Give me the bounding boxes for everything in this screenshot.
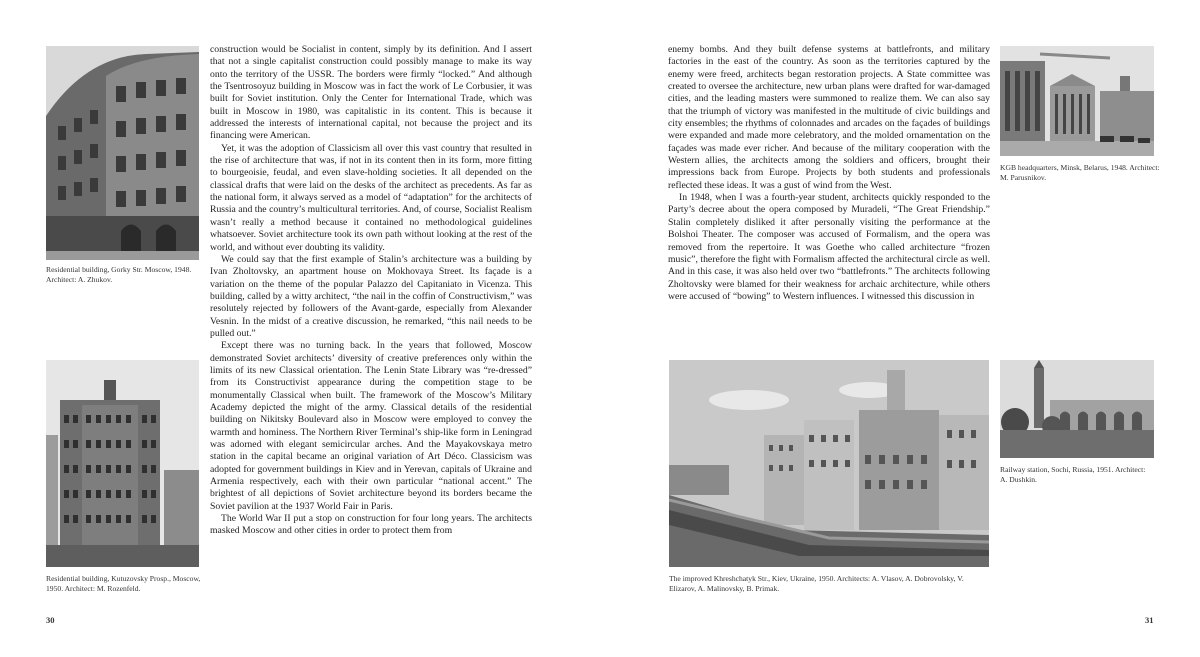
photo-kutuzovsky-building: [46, 360, 199, 567]
paragraph: enemy bombs. And they built defense systems at battlefronts, and military factories in the east of the country. As soon as the territories captured by the enemy were freed, architects began restoration projects. A State committee was created to oversee the architecture, new urban plans were drafted for war-damaged cities, and the leading masters were summoned to realize them. We can also say that the triumph of victory was manifested in the multitude of civic buildings and city ensembles; the rhythms of colonnades and arcades on the façades of buildings were expanded and made more celebratory, and the molded ornamentation on the façades was made ever richer. And because of the military cooperation with the Western allies, the architects among the soldiers and officers, brought their impressions back from Europe. Projects by both students and professionals reflected these ideas. It was a gust of wind from the West.: [668, 44, 990, 191]
caption-gorky-street-building: Residential building, Gorky Str. Moscow, 1948. Architect: A. Zhukov.: [46, 265, 192, 284]
right-page: [600, 0, 1200, 657]
caption-kutuzovsky-building: Residential building, Kutuzovsky Prosp., Moscow, 1950. Architect: M. Rozenfeld.: [46, 574, 201, 593]
caption-sochi-railway-station: Railway station, Sochi, Russia, 1951. Architect: A. Dushkin.: [1000, 465, 1146, 484]
page-number-left: 30: [46, 615, 55, 625]
photo-khreshchatyk-street-kiev: [669, 360, 989, 567]
page-number-right: 31: [1145, 615, 1154, 625]
caption-kgb-headquarters-minsk: KGB headquarters, Minsk, Belarus, 1948. Architect: M. Parusnikov.: [1000, 163, 1160, 182]
paragraph: The World War II put a stop on construction for four long years. The architects masked Moscow and other cities in order to protect them from: [210, 513, 532, 537]
photo-kgb-headquarters-minsk: [1000, 46, 1154, 156]
paragraph: Except there was no turning back. In the years that followed, Moscow demonstrated Soviet architects’ diversity of creative preferences only within the limits of its new Classical orientation. The Lenin State Library was “re-dressed” from its Constructivist appearance during the competition stage to be monumentally Classical when built. The framework of the Moscow’s Military Academy depicted the might of the army. Classical details of the residential building on Nikitsky Boulevard also in Moscow were employed to convey the warmth and hominess. The Northern River Terminal’s ship-like form in Leningrad was adorned with elegant semicircular arches. And the Mayakovskaya metro station in the capital became an original variation of Art Déco. Classicism was adopted for government buildings in Kiev and in Yerevan, capitals of Ukraine and Armenia respectively, each with their own particular “national accent.” The brightest of all depictions of Soviet architecture beyond its borders became the Soviet pavilion at the 1937 World Fair in Paris.: [210, 340, 532, 512]
left-text-column: [210, 44, 532, 538]
caption-khreshchatyk-street-kiev: The improved Khreshchatyk Str., Kiev, Ukraine, 1950. Architects: A. Vlasov, A. Dobrovolsky, V. Elizarov, A. Malinovsky, B. Primak.: [669, 574, 964, 593]
paragraph: Yet, it was the adoption of Classicism all over this vast country that resulted in the rise of architecture that was, if not in its content then in its form, more fitting to bourgeoisie, feudal, and even slave-holding societies. It all depended on the classical drafts that were laid on the desks of the architect as precedents. As far as the national form, it always served as a model of “adaptation” for the architects of Russia and the country’s multicultural territories. And, of course, Socialist Realism wasn’t really a method because it contained no methodological guidelines whatsoever. Soviet architecture took its own path without looking at the rest of the world, and without ever doubting its validity.: [210, 142, 532, 253]
photo-gorky-street-building: [46, 46, 199, 260]
paragraph: We could say that the first example of Stalin’s architecture was a building by Ivan Zholtovsky, an apartment house on Mokhovaya Street. Its façade is a variation on the theme of the popular Palazzo del Capitaniato in Vicenza. This building, called by a witty architect, “the nail in the coffin of Constructivism,” was resolutely rejected by followers of the Avant-garde, especially from Alexander Vesnin. In the midst of a creative discussion, he remarked, “this nail needs to be pulled out.”: [210, 253, 532, 339]
photo-sochi-railway-station: [1000, 360, 1154, 458]
paragraph: In 1948, when I was a fourth-year student, architects quickly responded to the Party’s decree about the opera composed by Muradeli, “The Great Friendship.” Stalin completely disliked it after personally visiting the performance at the Bolshoi Theater. The composer was accused of Formalism, and the opera was removed from the repertoire. It was Goethe who called architecture “frozen music”, therefore the fight with Formalism affected the architectural circle as well. And in this case, it was also held over two “battlefronts.” The architects following Zholtovsky were blamed for their weakness for archaic architecture, while others were accused of “bowing” to Western influences. I witnessed this discussion in: [668, 192, 990, 302]
right-text-column: [668, 44, 990, 303]
paragraph: construction would be Socialist in content, simply by its definition. And I assert that not a single capitalist construction could possibly manage to make its way onto the territory of the USSR. The borders were firmly “locked.” And although the Tsentrosoyuz building in Moscow was in fact the work of Le Corbusier, it was built for Soviet institution. Only the Center for International Trade, which was built in Moscow in 1980, was capitalistic in its content. This is because it addressed the interests of international capital, not because the project and its financing were American.: [210, 44, 532, 142]
